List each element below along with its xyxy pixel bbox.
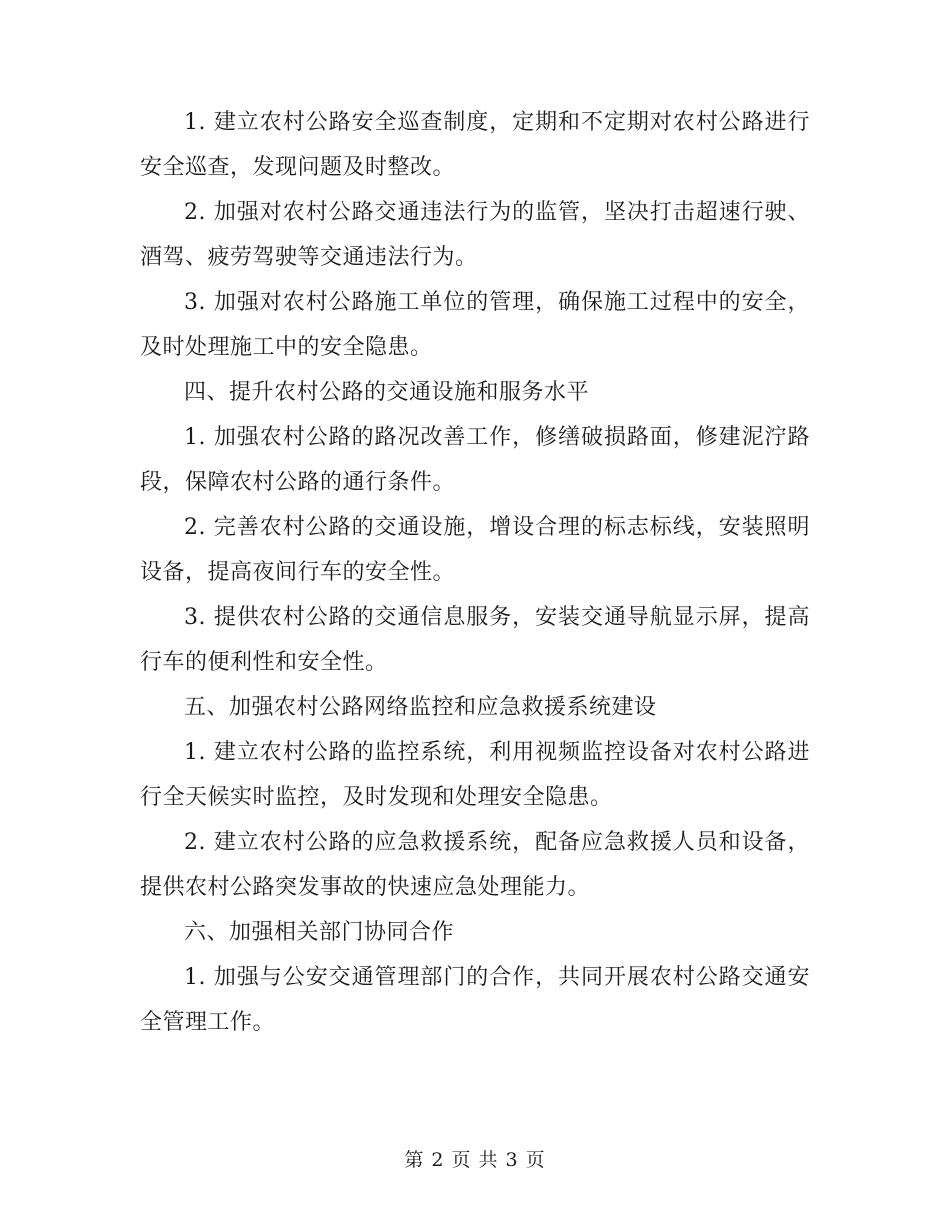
paragraph-traffic-facilities: 2. 完善农村公路的交通设施，增设合理的标志标线，安装照明设备，提高夜间行车的安全性。 (140, 515, 810, 585)
section-heading-4: 四、提升农村公路的交通设施和服务水平 (184, 380, 590, 405)
paragraph-police-cooperation: 1. 加强与公安交通管理部门的合作，共同开展农村公路交通安全管理工作。 (140, 965, 810, 1035)
paragraph-road-improvement: 1. 加强农村公路的路况改善工作，修缮破损路面，修建泥泞路段，保障农村公路的通行条件。 (140, 425, 810, 495)
paragraph-info-service: 3. 提供农村公路的交通信息服务，安装交通导航显示屏，提高行车的便利性和安全性。 (140, 605, 810, 675)
paragraph-construction-management: 3. 加强对农村公路施工单位的管理，确保施工过程中的安全，及时处理施工中的安全隐患。 (140, 290, 810, 360)
paragraph-patrol-system: 1. 建立农村公路安全巡查制度，定期和不定期对农村公路进行安全巡查，发现问题及时整改。 (140, 110, 810, 180)
paragraph-violation-supervision: 2. 加强对农村公路交通违法行为的监管，坚决打击超速行驶、酒驾、疲劳驾驶等交通违法行为。 (140, 200, 810, 270)
page-number-label: 第 2 页 共 3 页 (404, 1149, 546, 1171)
paragraph-monitoring-system: 1. 建立农村公路的监控系统，利用视频监控设备对农村公路进行全天候实时监控，及时发现和处理安全隐患。 (140, 740, 810, 810)
section-heading-5: 五、加强农村公路网络监控和应急救援系统建设 (184, 695, 657, 720)
section-heading-6: 六、加强相关部门协同合作 (184, 920, 455, 945)
paragraph-emergency-system: 2. 建立农村公路的应急救援系统，配备应急救援人员和设备，提供农村公路突发事故的快速应急处理能力。 (140, 830, 810, 900)
document-body (140, 100, 810, 1045)
page-footer (0, 1146, 950, 1174)
